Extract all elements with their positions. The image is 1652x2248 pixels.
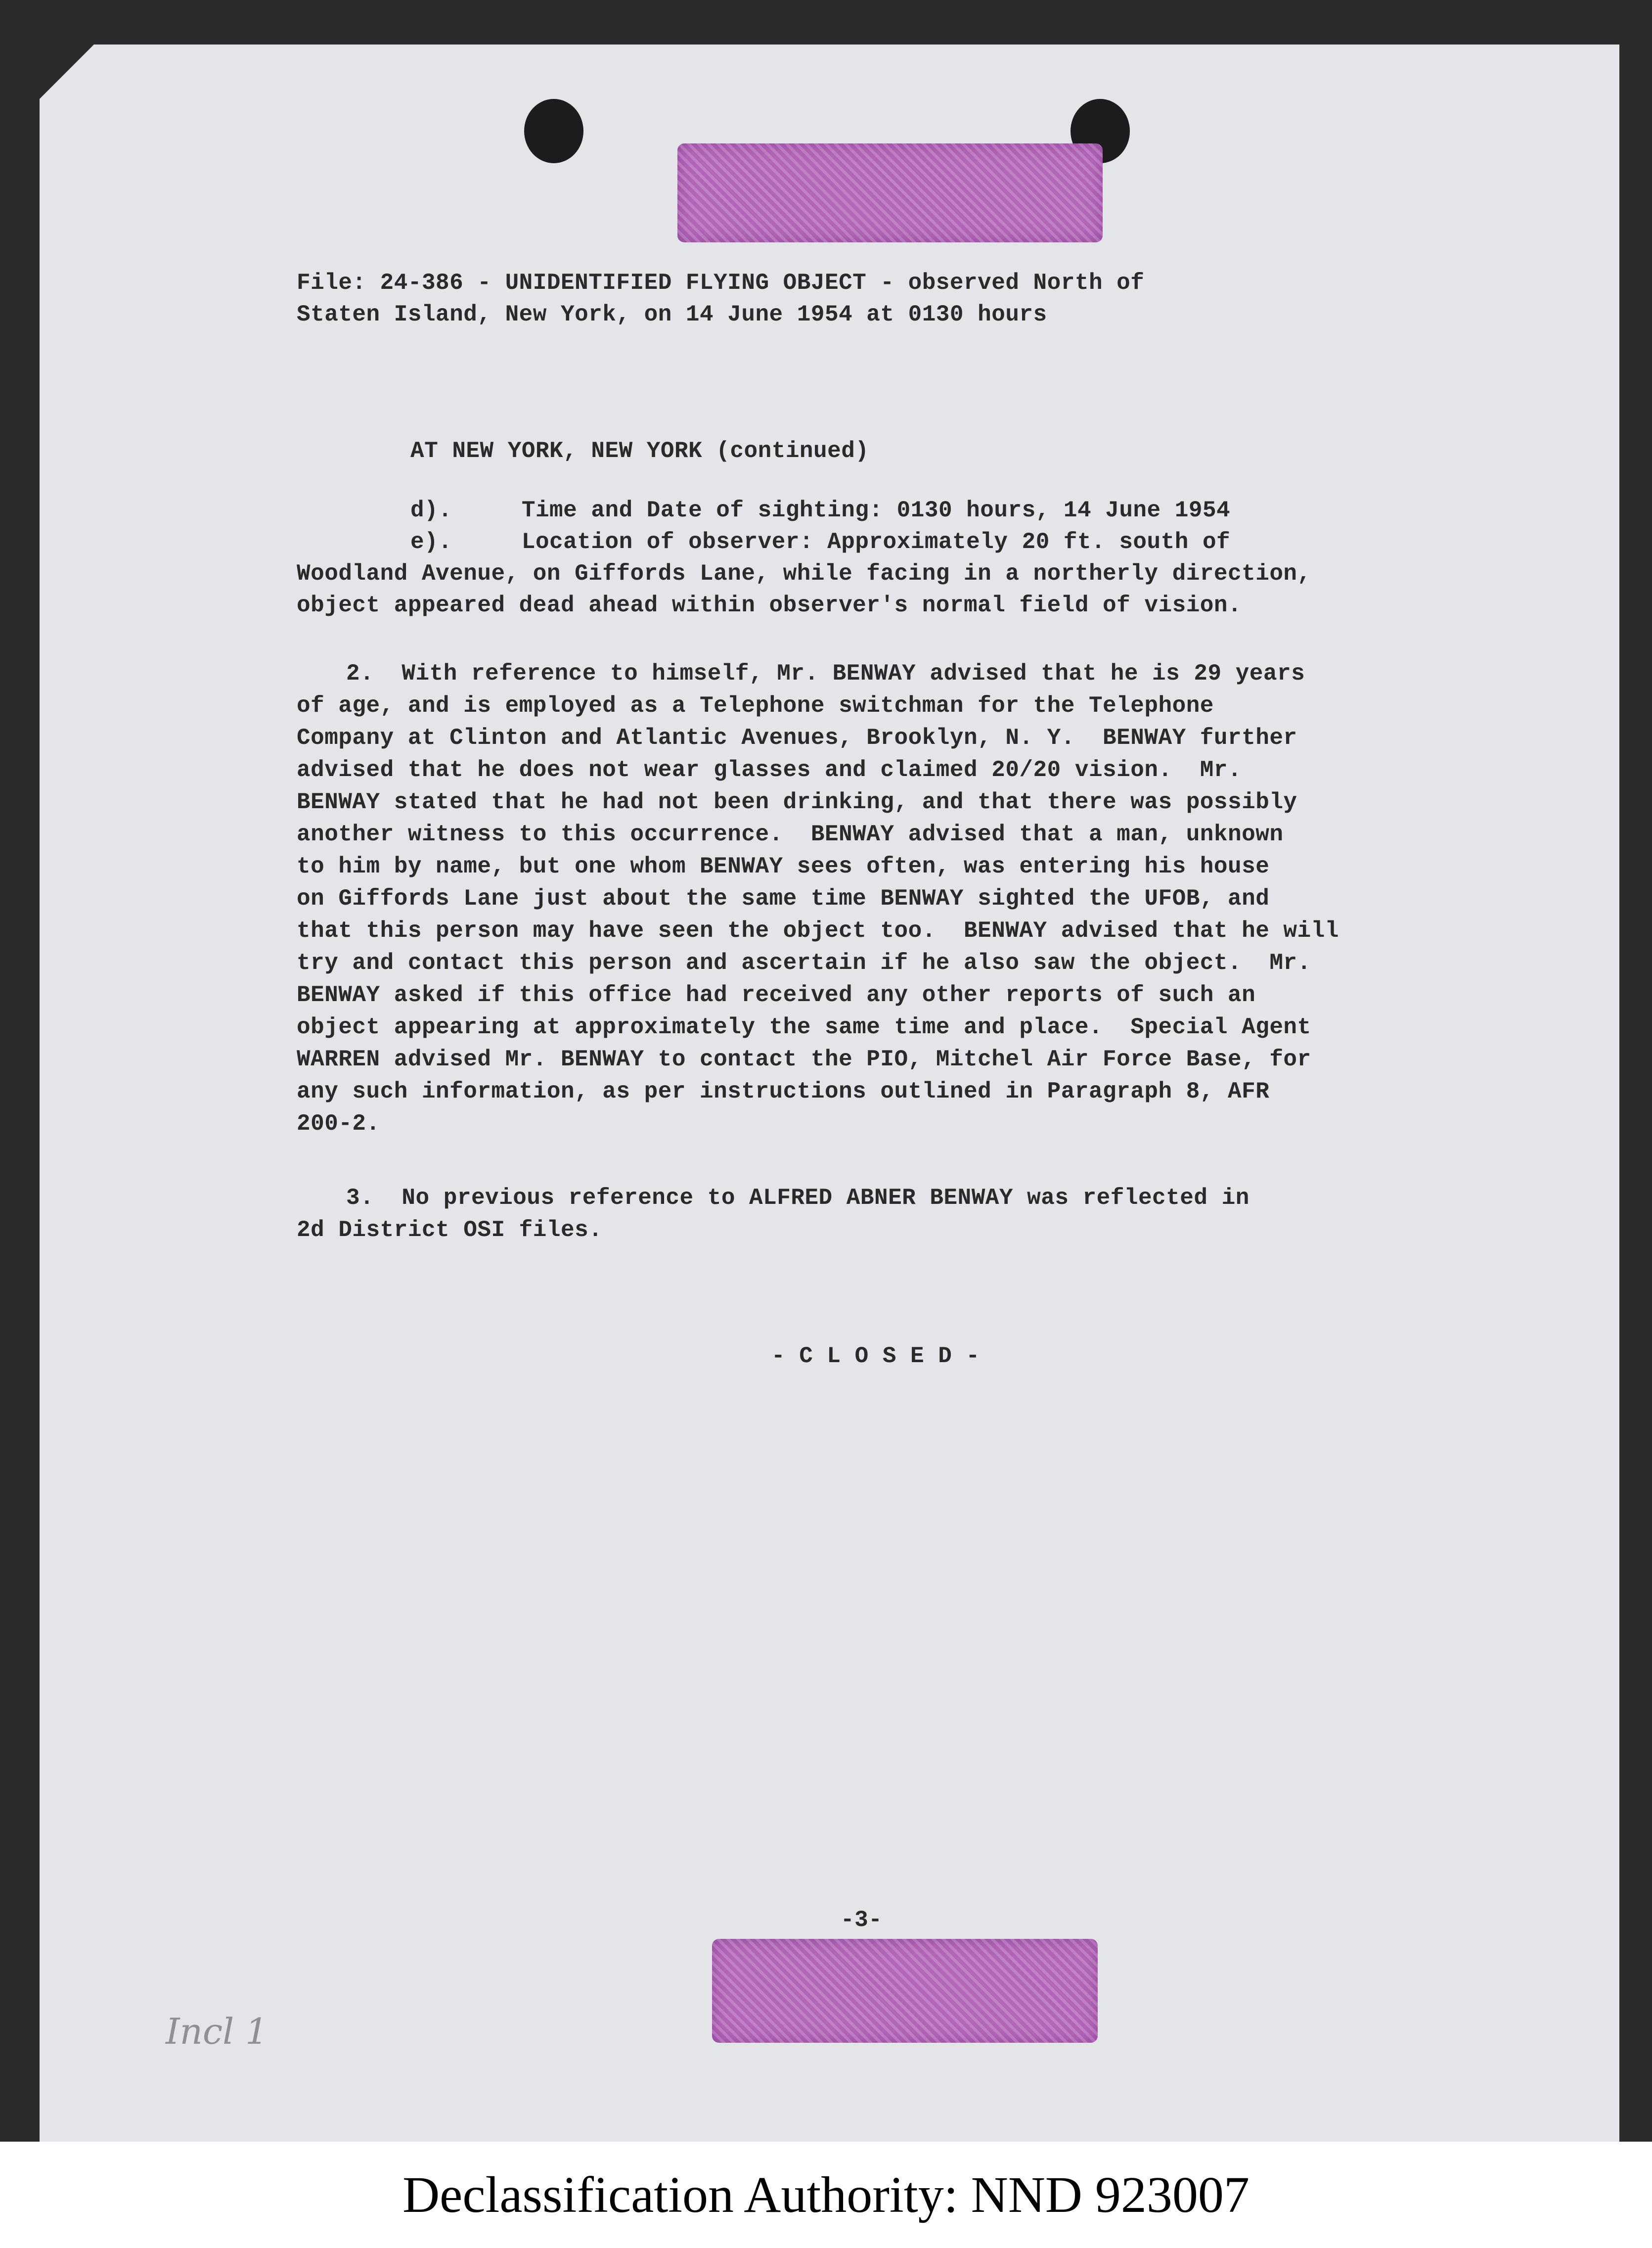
paragraph-2-line: 2. With reference to himself, Mr. BENWAY advised that he is 29 years: [346, 661, 1305, 687]
paragraph-2-line: object appearing at approximately the same time and place. Special Agent: [297, 1014, 1311, 1040]
paragraph-2-line: try and contact this person and ascertain if he also saw the object. Mr.: [297, 950, 1311, 976]
paragraph-2-line: advised that he does not wear glasses and claimed 20/20 vision. Mr.: [297, 757, 1242, 783]
redaction-bottom: [712, 1939, 1098, 2043]
paragraph-2-line: BENWAY asked if this office had received any other reports of such an: [297, 982, 1256, 1008]
paragraph-2-line: of age, and is employed as a Telephone switchman for the Telephone: [297, 693, 1214, 719]
paragraph-2-line: on Giffords Lane just about the same time BENWAY sighted the UFOB, and: [297, 886, 1270, 912]
pencil-annotation: Incl 1: [166, 2011, 268, 2052]
paragraph-2-line: that this person may have seen the object too. BENWAY advised that he will: [297, 918, 1339, 944]
item-e-continued-1: Woodland Avenue, on Giffords Lane, while facing in a northerly direction,: [297, 561, 1311, 587]
item-e-continued-2: object appeared dead ahead within observer's normal field of vision.: [297, 593, 1242, 618]
paragraph-3-line-1: 3. No previous reference to ALFRED ABNER BENWAY was reflected in: [346, 1185, 1250, 1211]
punch-hole-left: [524, 99, 583, 163]
paragraph-2-line: any such information, as per instructions outlined in Paragraph 8, AFR: [297, 1079, 1270, 1104]
redaction-top: [677, 143, 1103, 242]
paragraph-2-line: another witness to this occurrence. BENWAY advised that a man, unknown: [297, 822, 1284, 847]
paragraph-2-line: WARREN advised Mr. BENWAY to contact the PIO, Mitchel Air Force Base, for: [297, 1047, 1311, 1072]
torn-corner: [40, 45, 94, 99]
location-heading: AT NEW YORK, NEW YORK (continued): [410, 438, 869, 464]
file-header-line-2: Staten Island, New York, on 14 June 1954 at 0130 hours: [297, 302, 1047, 327]
paragraph-2-line: 200-2.: [297, 1111, 380, 1137]
closed-marker: - C L O S E D -: [771, 1343, 980, 1369]
paragraph-2-line: to him by name, but one whom BENWAY sees often, was entering his house: [297, 854, 1270, 879]
document-page: [40, 45, 1619, 2142]
paragraph-2-line: BENWAY stated that he had not been drinking, and that there was possibly: [297, 789, 1297, 815]
declassification-footer: Declassification Authority: NND 923007: [0, 2142, 1652, 2248]
item-d: d). Time and Date of sighting: 0130 hours, 14 June 1954: [410, 498, 1231, 523]
file-header-line-1: File: 24-386 - UNIDENTIFIED FLYING OBJECT - observed North of: [297, 270, 1145, 296]
page-number: -3-: [841, 1907, 883, 1933]
item-e: e). Location of observer: Approximately 20 ft. south of: [410, 529, 1231, 555]
paragraph-2-line: Company at Clinton and Atlantic Avenues, Brooklyn, N. Y. BENWAY further: [297, 725, 1297, 751]
paragraph-3-line-2: 2d District OSI files.: [297, 1217, 603, 1243]
